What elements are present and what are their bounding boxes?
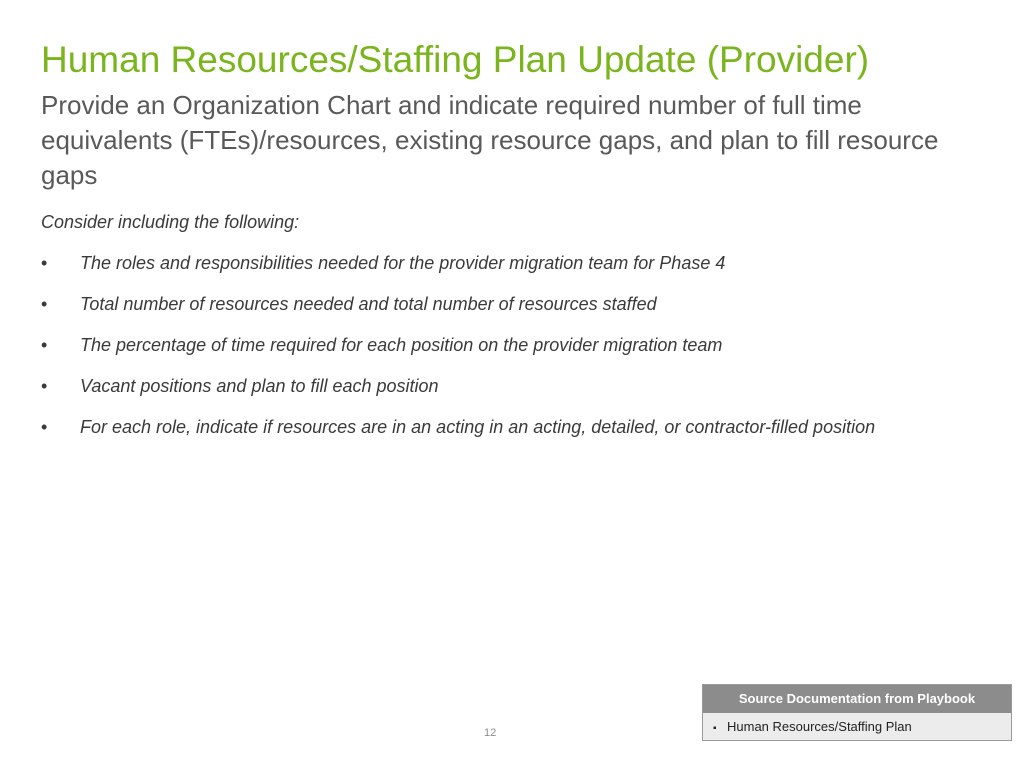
bullet-dot-icon: • [41, 376, 48, 396]
bullet-item [41, 251, 1001, 292]
bullet-text-percentage: The percentage of time required for each position on the provider migration team [80, 335, 723, 355]
bullet-text-acting: For each role, indicate if resources are in an acting in an acting, detailed, or contractor-filled position [80, 417, 876, 437]
source-box-header: Source Documentation from Playbook [703, 685, 1011, 713]
source-item [703, 713, 1011, 740]
page-number: 12 [484, 727, 497, 739]
bullet-dot-icon: • [41, 417, 48, 437]
bullet-item [41, 292, 1001, 333]
bullet-item [41, 415, 1001, 456]
bullet-text-vacant: Vacant positions and plan to fill each position [80, 376, 439, 396]
bullet-dot-icon: • [41, 253, 48, 273]
bullet-text-roles: The roles and responsibilities needed for the provider migration team for Phase 4 [80, 253, 726, 273]
bullet-item [41, 333, 1001, 374]
bullet-list [41, 251, 1001, 456]
bullet-text-resources: Total number of resources needed and total number of resources staffed [80, 294, 657, 314]
slide-subtitle: Provide an Organization Chart and indicate required number of full time equivalents (FTEs)/resources, existing resource gaps, and plan to fill resource gaps [41, 90, 939, 190]
source-item-label: Human Resources/Staffing Plan [727, 719, 912, 734]
square-bullet-icon: ▪ [713, 723, 717, 734]
bullet-dot-icon: • [41, 335, 48, 355]
source-documentation-box [702, 684, 1012, 741]
bullet-item [41, 374, 1001, 415]
slide-title: Human Resources/Staffing Plan Update (Provider) [41, 39, 870, 80]
bullet-dot-icon: • [41, 294, 48, 314]
intro-text: Consider including the following: [41, 212, 300, 232]
